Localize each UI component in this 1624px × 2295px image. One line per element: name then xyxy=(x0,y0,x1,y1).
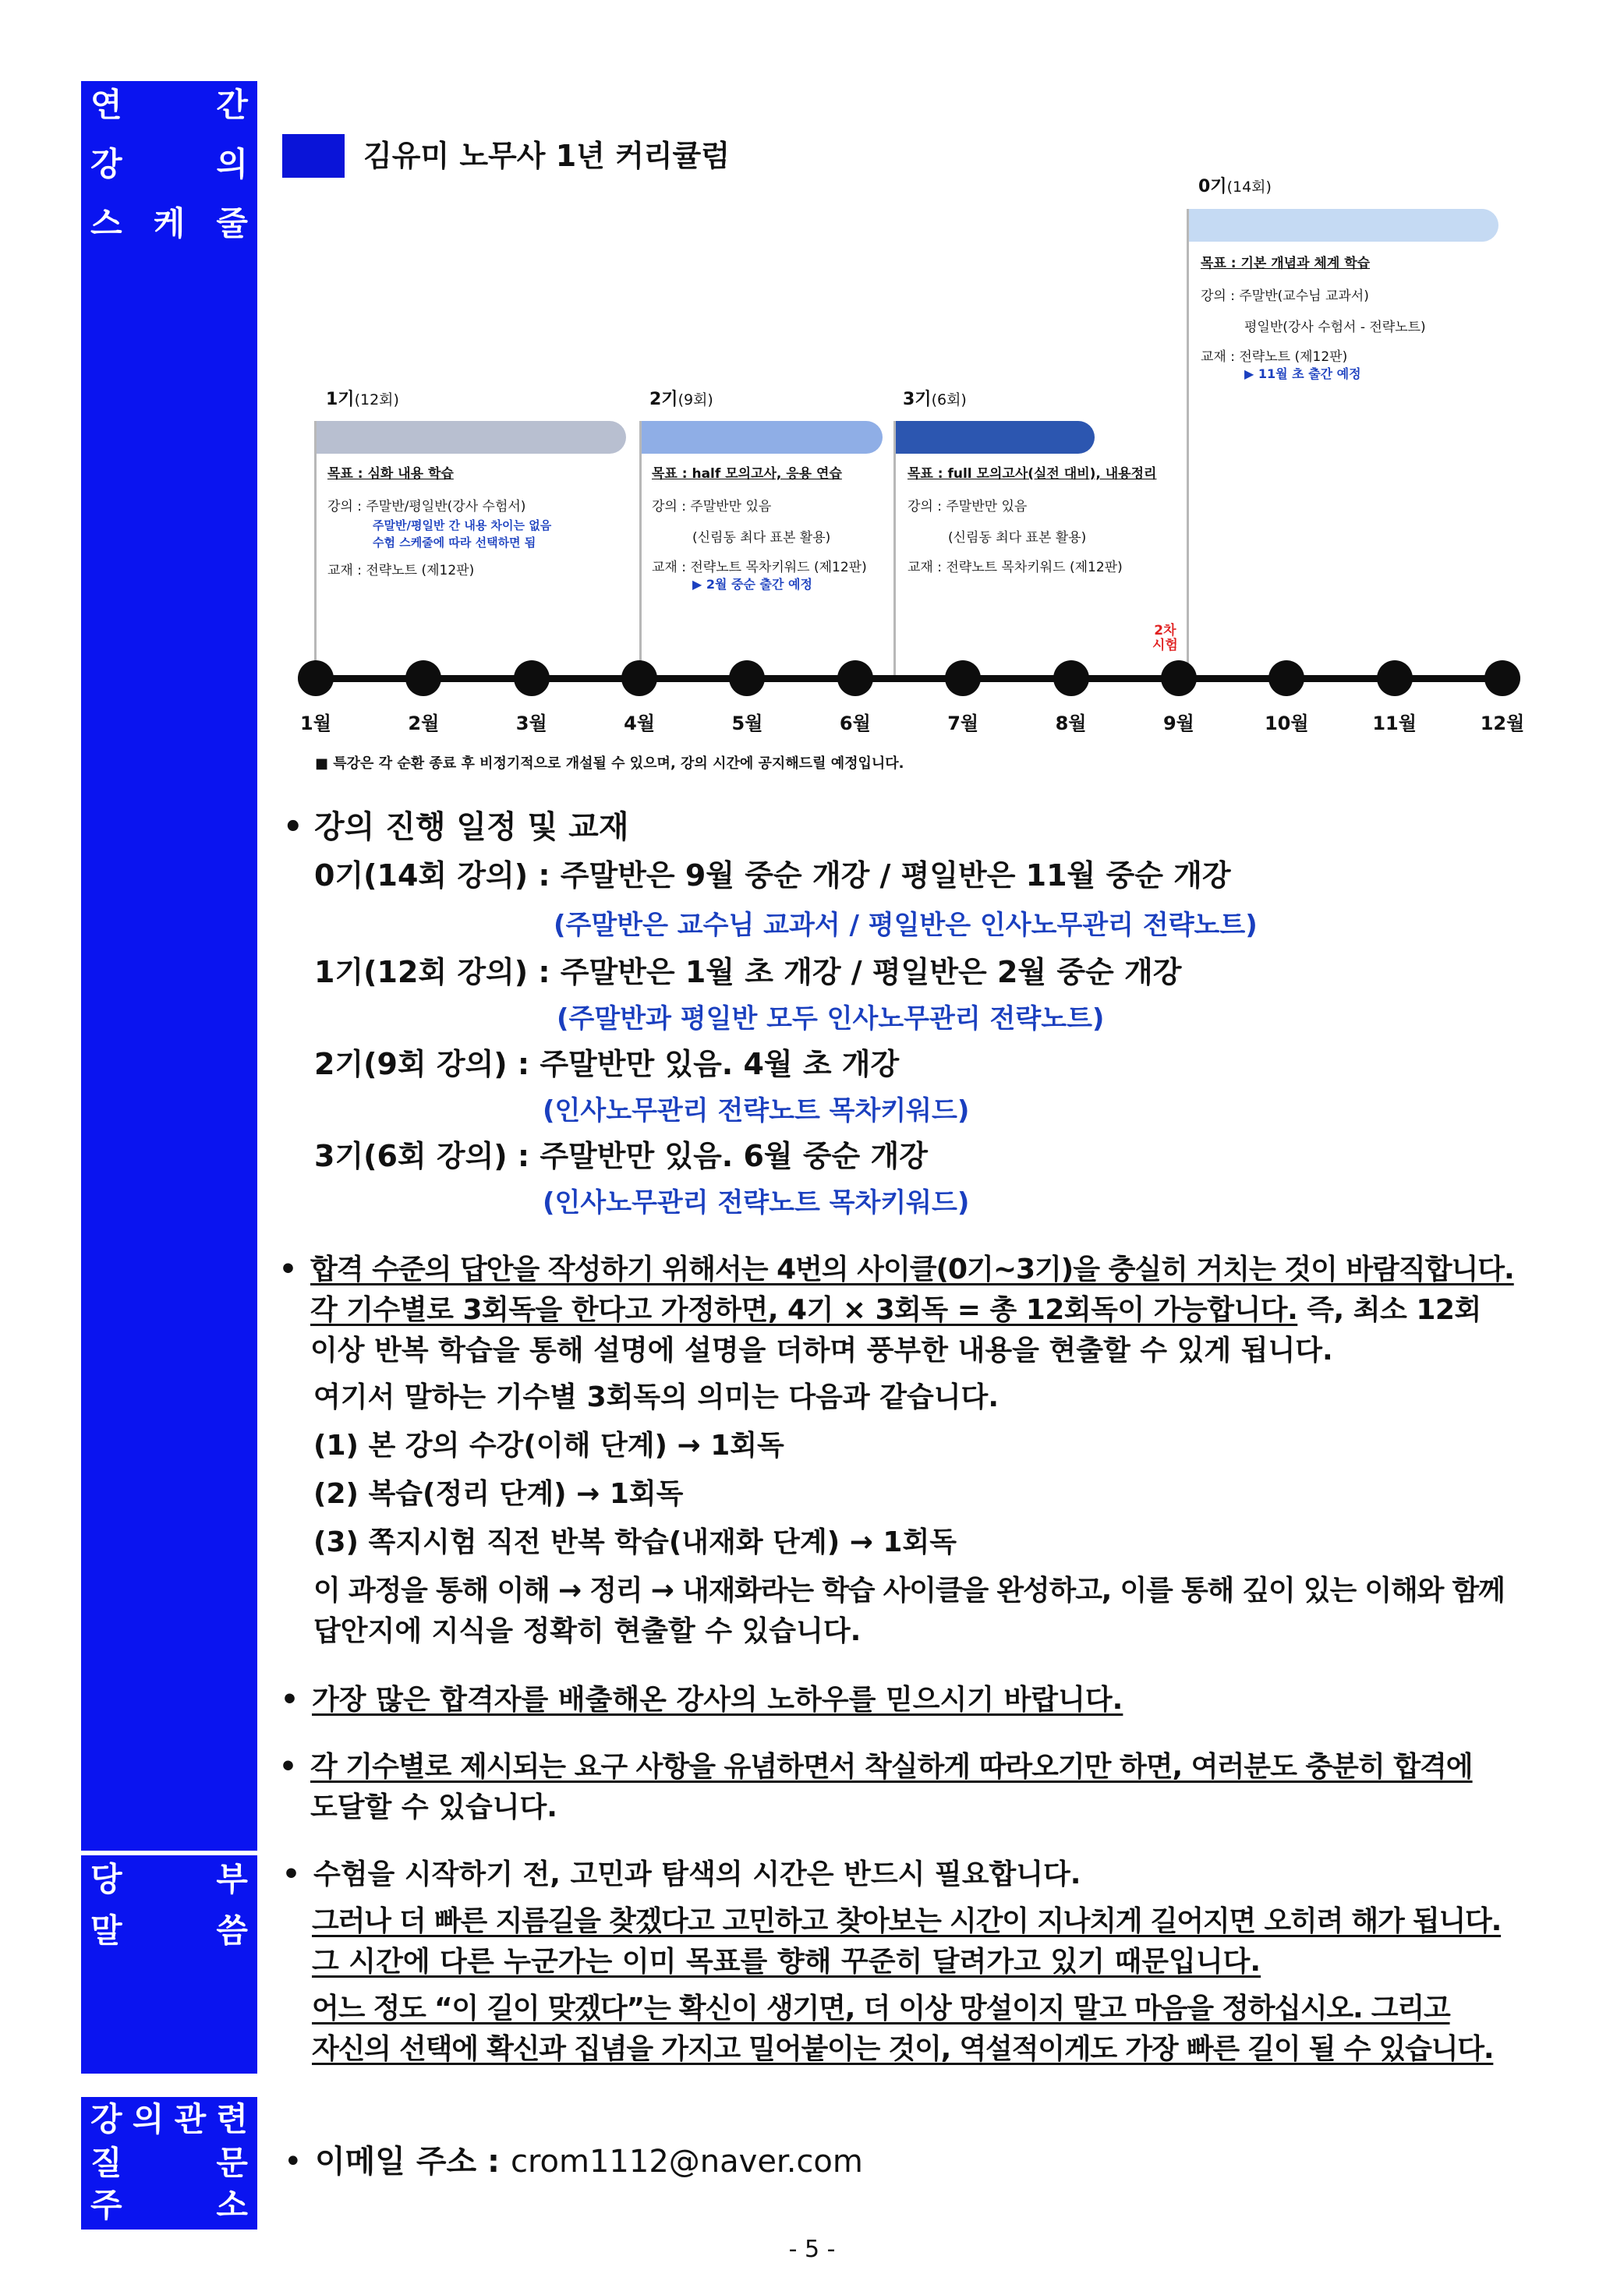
timeline-note: ■ 특강은 각 순환 종료 후 비정기적으로 개설될 수 있으며, 강의 시간에 공지해드릴 예정입니다. xyxy=(315,755,904,772)
sidebar-char: 부 xyxy=(216,1860,248,1898)
sidebar-char: 강 xyxy=(90,145,122,183)
month-label: 4월 xyxy=(624,713,656,734)
phase-1-label: 1기(12회) xyxy=(326,390,399,409)
timeline-dot xyxy=(729,660,765,696)
sidebar-char: 질 xyxy=(90,2144,122,2182)
para3-line1: • 각 기수별로 제시되는 요구 사항을 유념하면서 착실하게 따라오기만 하면, 여러분도 충분히 합격에 xyxy=(310,1748,1473,1787)
month-label: 10월 xyxy=(1264,713,1309,734)
timeline-dot xyxy=(405,660,441,696)
month-label: 8월 xyxy=(1055,713,1087,734)
schedule-book-2: (인사노무관리 전략노트 목차키워드) xyxy=(543,1095,970,1126)
sidebar-char: 간 xyxy=(216,86,248,124)
timeline-dot xyxy=(621,660,657,696)
sidebar-char: 의 xyxy=(132,2100,165,2138)
para1-line2: 각 기수별로 3회독을 한다고 가정하면, 4기 × 3회독 = 총 12회독이 가능합니다. 즉, 최소 12회 xyxy=(310,1294,1481,1326)
para1-item1: (1) 본 강의 수강(이해 단계) → 1회독 xyxy=(313,1430,784,1462)
advice-line4: 어느 정도 “이 길이 맞겠다”는 확신이 생기면, 더 이상 망설이지 말고 마음을 정하십시오. 그리고 xyxy=(312,1993,1450,2024)
month-label: 11월 xyxy=(1372,713,1417,734)
sidebar-char: 강 xyxy=(90,2100,122,2138)
sidebar-char: 씀 xyxy=(216,1911,248,1950)
phase-0-bar xyxy=(1187,209,1498,242)
phase-2-bar xyxy=(641,421,883,454)
month-label: 2월 xyxy=(408,713,440,734)
para1-line3: 이상 반복 학습을 통해 설명에 설명을 더하며 풍부한 내용을 현출할 수 있게 됩니다. xyxy=(310,1335,1333,1367)
contact-line xyxy=(315,2142,863,2181)
para1-line4: 여기서 말하는 기수별 3회독의 의미는 다음과 같습니다. xyxy=(313,1381,999,1413)
timeline-dot xyxy=(1053,660,1089,696)
phase-0-divider xyxy=(1187,209,1189,677)
sidebar-char: 말 xyxy=(90,1911,122,1950)
sidebar-char: 당 xyxy=(90,1860,122,1898)
sidebar-char: 련 xyxy=(216,2100,248,2138)
exam-2-marker: 2차 시험 xyxy=(1152,623,1178,653)
phase-3-bar xyxy=(895,421,1095,454)
month-label: 12월 xyxy=(1480,713,1525,734)
phase-3-details: 목표 : full 모의고사(실전 대비), 내용정리 강의 : 주말반만 있음 (신림동 최다 표본 활용) 교재 : 전략노트 목차키워드 (제12판) xyxy=(908,466,1157,575)
title-marker xyxy=(282,134,345,178)
schedule-line-3: 3기(6회 강의) : 주말반만 있음. 6월 중순 개강 xyxy=(314,1139,928,1173)
schedule-line-2: 2기(9회 강의) : 주말반만 있음. 4월 초 개강 xyxy=(314,1047,900,1081)
sidebar-char: 스 xyxy=(90,204,122,242)
para1-line1: • 합격 수준의 답안을 작성하기 위해서는 4번의 사이클(0기~3기)을 충실히 거치는 것이 바람직합니다. xyxy=(310,1250,1514,1289)
sidebar-char: 주 xyxy=(90,2186,122,2224)
page-number: - 5 - xyxy=(788,2236,836,2263)
phase-0-label: 0기(14회) xyxy=(1198,177,1272,196)
sidebar-char: 소 xyxy=(216,2186,248,2224)
para1-item2: (2) 복습(정리 단계) → 1회독 xyxy=(313,1478,684,1510)
para1-item3: (3) 쪽지시험 직전 반복 학습(내재화 단계) → 1회독 xyxy=(313,1526,957,1558)
month-label: 7월 xyxy=(947,713,979,734)
sidebar-char: 줄 xyxy=(216,204,248,242)
timeline-dot xyxy=(1484,660,1520,696)
page-title: 김유미 노무사 1년 커리큘럼 xyxy=(363,139,730,173)
schedule-book-1: (주말반과 평일반 모두 인사노무관리 전략노트) xyxy=(557,1003,1105,1034)
timeline-line xyxy=(316,675,1502,682)
advice-line3: 그 시간에 다른 누군가는 이미 목표를 향해 꾸준히 달려가고 있기 때문입니다. xyxy=(312,1946,1261,1978)
sidebar-char: 케 xyxy=(153,204,186,242)
timeline-dot xyxy=(298,660,334,696)
schedule-book-0: (주말반은 교수님 교과서 / 평일반은 인사노무관리 전략노트) xyxy=(554,910,1258,941)
phase-3-divider xyxy=(893,421,896,678)
timeline-dot xyxy=(1377,660,1413,696)
timeline-dot xyxy=(1161,660,1197,696)
phase-1-bar xyxy=(316,421,626,454)
advice-line5: 자신의 선택에 확신과 집념을 가지고 밀어붙이는 것이, 역설적이게도 가장 빠른 길이 될 수 있습니다. xyxy=(312,2033,1494,2065)
schedule-book-3: (인사노무관리 전략노트 목차키워드) xyxy=(543,1187,970,1218)
phase-1-divider xyxy=(314,421,317,678)
sidebar-char: 연 xyxy=(90,86,122,124)
schedule-line-0: 0기(14회 강의) : 주말반은 9월 중순 개강 / 평일반은 11월 중순 개강 xyxy=(314,858,1231,893)
sidebar-char: 관 xyxy=(174,2100,207,2138)
sidebar-char: 의 xyxy=(216,145,248,183)
phase-2-divider xyxy=(639,421,642,678)
month-label: 5월 xyxy=(731,713,763,734)
advice-line2: 그러나 더 빠른 지름길을 찾겠다고 고민하고 찾아보는 시간이 지나치게 길어지면 오히려 해가 됩니다. xyxy=(312,1905,1502,1937)
sidebar-char: 문 xyxy=(216,2144,248,2182)
sidebar-words xyxy=(81,1855,257,2074)
email-address[interactable]: crom1112@naver.com xyxy=(510,2144,863,2180)
timeline-dot xyxy=(1268,660,1304,696)
month-label: 3월 xyxy=(515,713,547,734)
para1-line6: 답안지에 지식을 정확히 현출할 수 있습니다. xyxy=(313,1615,862,1647)
timeline-dot xyxy=(837,660,873,696)
timeline-dot xyxy=(514,660,550,696)
email-label: 이메일 주소 : xyxy=(315,2144,511,2180)
advice-line1: • 수험을 시작하기 전, 고민과 탐색의 시간은 반드시 필요합니다. xyxy=(313,1855,1081,1894)
para3-line2: 도달할 수 있습니다. xyxy=(310,1791,557,1823)
phase-3-label: 3기(6회) xyxy=(903,390,967,409)
month-label: 9월 xyxy=(1162,713,1194,734)
sidebar-contact xyxy=(81,2097,257,2230)
para2: • 가장 많은 합격자를 배출해온 강사의 노하우를 믿으시기 바랍니다. xyxy=(312,1681,1123,1720)
sidebar-schedule xyxy=(81,81,257,1851)
timeline-dot xyxy=(945,660,981,696)
phase-2-details: 목표 : half 모의고사, 응용 연습 강의 : 주말반만 있음 (신림동 최다 표본 활용) 교재 : 전략노트 목차키워드 (제12판) ▶ 2월 중순 출간 예정 xyxy=(652,466,867,592)
schedule-line-1: 1기(12회 강의) : 주말반은 1월 초 개강 / 평일반은 2월 중순 개강 xyxy=(314,955,1182,989)
phase-1-details: 목표 : 심화 내용 학습 강의 : 주말반/평일반(강사 수험서) 주말반/평일반 간 내용 차이는 없음 수험 스케줄에 따라 선택하면 됨 교재 : 전략노트 (제12판) xyxy=(327,466,552,578)
schedule-heading: • 강의 진행 일정 및 교재 xyxy=(314,808,628,847)
para1-line5: 이 과정을 통해 이해 → 정리 → 내재화라는 학습 사이클을 완성하고, 이를 통해 깊이 있는 이해와 함께 xyxy=(313,1575,1505,1607)
month-label: 6월 xyxy=(839,713,871,734)
phase-0-details: 목표 : 기본 개념과 체계 학습 강의 : 주말반(교수님 교과서) 평일반(강사 수험서 - 전략노트) 교재 : 전략노트 (제12판) ▶ 11월 초 출간 예정 xyxy=(1201,256,1426,381)
phase-2-label: 2기(9회) xyxy=(649,390,713,409)
month-label: 1월 xyxy=(300,713,331,734)
